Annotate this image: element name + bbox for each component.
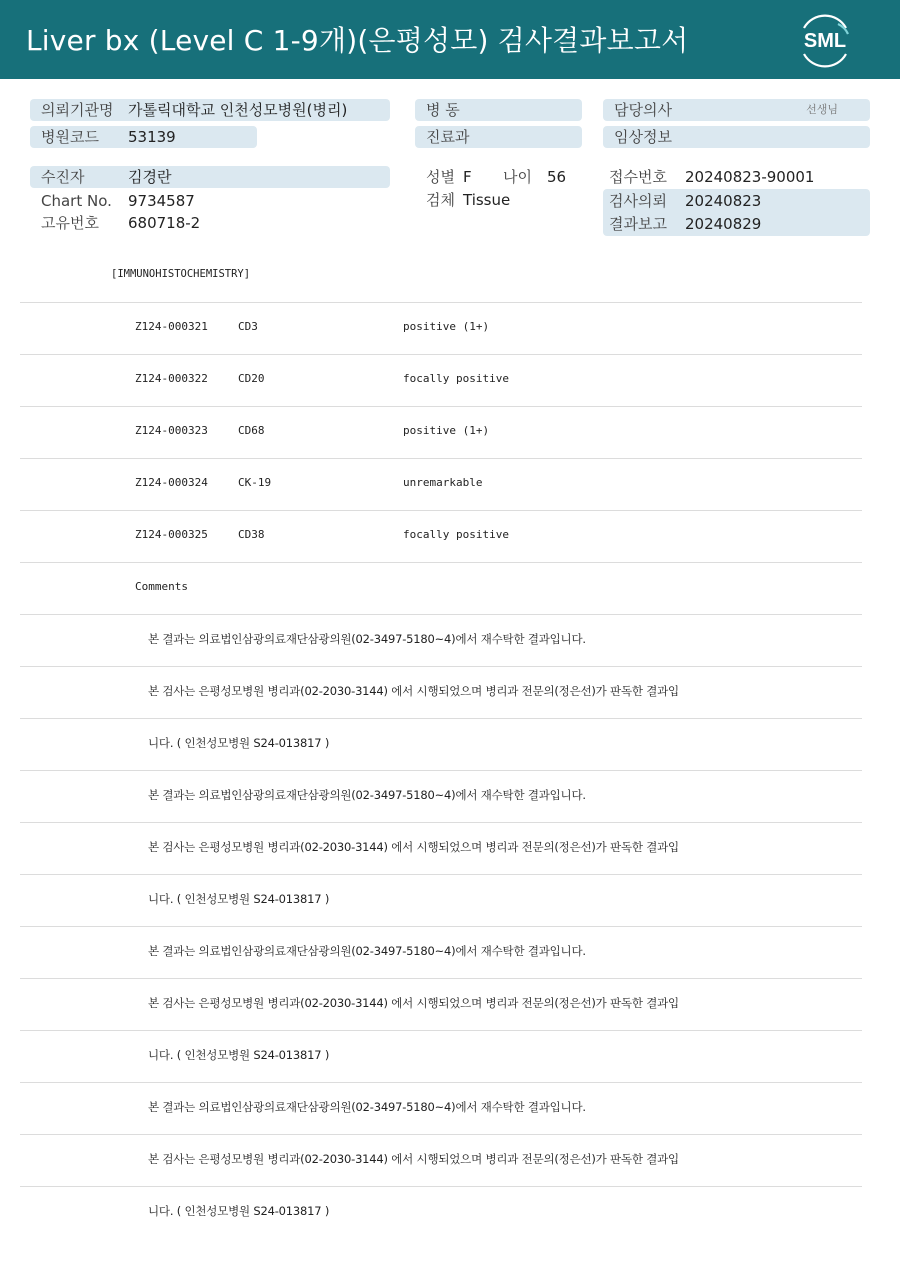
- sex-value: F: [463, 168, 472, 186]
- result-value: positive (1+): [403, 424, 490, 437]
- receipt-no-value: 20240823-90001: [685, 168, 815, 186]
- divider: [20, 666, 862, 667]
- comment-line: 본 검사는 은평성모병원 병리과(02-2030-3144) 에서 시행되었으며 병리과 전문의(정은선)가 판독한 결과입: [148, 1152, 679, 1166]
- divider: [20, 822, 862, 823]
- chart-no-value: 9734587: [128, 192, 195, 210]
- receipt-no-field: [598, 166, 870, 188]
- comment-line: 본 검사는 은평성모병원 병리과(02-2030-3144) 에서 시행되었으며 병리과 전문의(정은선)가 판독한 결과입: [148, 996, 679, 1010]
- divider: [20, 406, 862, 407]
- comment-line: 본 결과는 의료법인삼광의료재단삼광의원(02-3497-5180~4)에서 재수탁한 결과입니다.: [148, 1100, 586, 1114]
- chart-no-field: [30, 190, 390, 212]
- result-marker: CK-19: [238, 476, 272, 489]
- result-marker: CD68: [238, 424, 265, 437]
- divider: [20, 1186, 862, 1187]
- divider: [20, 614, 862, 615]
- result-value: focally positive: [403, 528, 509, 541]
- result-row: [0, 476, 900, 496]
- divider: [20, 874, 862, 875]
- divider: [20, 354, 862, 355]
- report-title: Liver bx (Level C 1-9개)(은평성모) 검사결과보고서: [26, 24, 689, 57]
- comment-line: 니다. ( 인천성모병원 S24-013817 ): [148, 736, 330, 750]
- divider: [20, 926, 862, 927]
- result-code: Z124-000323: [135, 424, 208, 437]
- chart-no-label: Chart No.: [41, 192, 112, 210]
- patient-field: [30, 166, 390, 188]
- result-value: focally positive: [403, 372, 509, 385]
- comment-line: 니다. ( 인천성모병원 S24-013817 ): [148, 1048, 330, 1062]
- report-header: [0, 0, 900, 79]
- comment-line: 본 결과는 의료법인삼광의료재단삼광의원(02-3497-5180~4)에서 재수탁한 결과입니다.: [148, 944, 586, 958]
- doctor-label: 담당의사: [614, 101, 672, 119]
- divider: [20, 1082, 862, 1083]
- result-code: Z124-000321: [135, 320, 208, 333]
- patient-value: 김경란: [128, 168, 172, 186]
- hospital-code-value: 53139: [128, 128, 176, 146]
- result-code: Z124-000322: [135, 372, 208, 385]
- result-row: [0, 528, 900, 548]
- divider: [20, 978, 862, 979]
- divider: [20, 458, 862, 459]
- patient-label: 수진자: [41, 168, 85, 186]
- clinical-info-label: 임상정보: [614, 128, 672, 146]
- result-code: Z124-000324: [135, 476, 208, 489]
- result-marker: CD20: [238, 372, 265, 385]
- comment-line: 본 검사는 은평성모병원 병리과(02-2030-3144) 에서 시행되었으며 병리과 전문의(정은선)가 판독한 결과입: [148, 840, 679, 854]
- sex-age-field: [415, 166, 595, 188]
- comment-line: 본 결과는 의료법인삼광의료재단삼광의원(02-3497-5180~4)에서 재수탁한 결과입니다.: [148, 632, 586, 646]
- result-marker: CD3: [238, 320, 258, 333]
- request-label: 검사의뢰: [609, 192, 667, 210]
- result-row: [0, 320, 900, 340]
- specimen-field: [415, 189, 595, 211]
- department-label: 진료과: [426, 128, 470, 146]
- divider: [20, 770, 862, 771]
- specimen-value: Tissue: [463, 191, 511, 209]
- institution-value: 가톨릭대학교 인천성모병원(병리): [128, 101, 348, 119]
- institution-label: 의뢰기관명: [41, 101, 114, 119]
- comment-line: 니다. ( 인천성모병원 S24-013817 ): [148, 1204, 330, 1218]
- comment-line: 니다. ( 인천성모병원 S24-013817 ): [148, 892, 330, 906]
- ward-field: [415, 99, 582, 121]
- comment-line: 본 검사는 은평성모병원 병리과(02-2030-3144) 에서 시행되었으며 병리과 전문의(정은선)가 판독한 결과입: [148, 684, 679, 698]
- divider: [20, 562, 862, 563]
- unique-id-label: 고유번호: [41, 214, 99, 232]
- ward-label: 병 동: [426, 101, 460, 119]
- hospital-code-field: [30, 126, 257, 148]
- sml-logo-icon: [794, 12, 856, 68]
- request-value: 20240823: [685, 192, 762, 210]
- specimen-label: 검체: [426, 191, 455, 209]
- receipt-no-label: 접수번호: [609, 168, 667, 186]
- result-marker: CD38: [238, 528, 265, 541]
- unique-id-value: 680718-2: [128, 214, 201, 232]
- institution-field: [30, 99, 390, 121]
- section-title: [IMMUNOHISTOCHEMISTRY]: [111, 268, 251, 280]
- clinical-info-field: [603, 126, 870, 148]
- divider: [20, 510, 862, 511]
- result-row: [0, 372, 900, 392]
- unique-id-field: [30, 212, 390, 234]
- result-code: Z124-000325: [135, 528, 208, 541]
- department-field: [415, 126, 582, 148]
- age-label: 나이: [503, 168, 532, 186]
- doctor-field: [603, 99, 870, 121]
- logo-text: SML: [803, 30, 847, 52]
- doctor-suffix: 선생님: [806, 103, 838, 116]
- report-label: 결과보고: [609, 215, 667, 233]
- divider: [20, 302, 862, 303]
- result-value: unremarkable: [403, 476, 483, 489]
- comment-line: 본 결과는 의료법인삼광의료재단삼광의원(02-3497-5180~4)에서 재수탁한 결과입니다.: [148, 788, 586, 802]
- comments-label: Comments: [135, 580, 188, 593]
- report-value: 20240829: [685, 215, 762, 233]
- divider: [20, 718, 862, 719]
- divider: [20, 1134, 862, 1135]
- result-row: [0, 424, 900, 444]
- hospital-code-label: 병원코드: [41, 128, 99, 146]
- age-value: 56: [547, 168, 567, 186]
- dates-field: [603, 189, 870, 236]
- divider: [20, 1030, 862, 1031]
- sex-label: 성별: [426, 168, 455, 186]
- result-value: positive (1+): [403, 320, 490, 333]
